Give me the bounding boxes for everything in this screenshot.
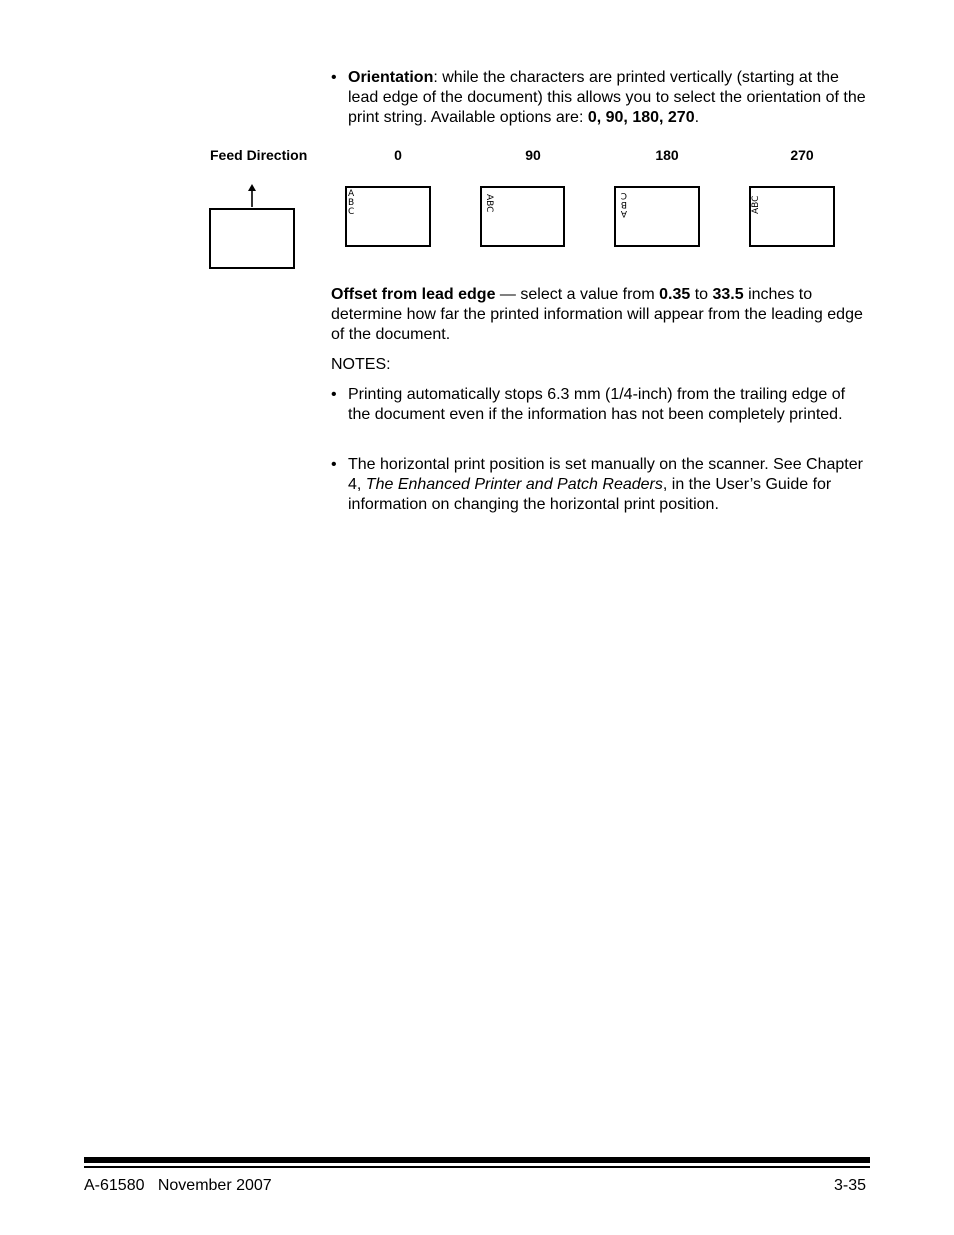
orientation-label-270: 270 [790, 147, 814, 163]
document-orientation-0 [345, 186, 431, 247]
orientation-options: 0, 90, 180, 270 [587, 109, 695, 126]
print-sample-90: ABC [484, 194, 494, 213]
orientation-label-180: 180 [655, 147, 679, 163]
print-sample-180 [617, 190, 627, 217]
document-orientation-180 [614, 186, 700, 247]
orientation-term: Orientation [348, 69, 434, 86]
print-sample-270: ABC [751, 195, 761, 214]
note-text: The horizontal print position is set manually on the scanner. See Chapter 4, The Enhanced Printer and Patch Readers, in the User’s Guide for information on changing the horizontal print position. [348, 456, 863, 513]
document-orientation-270 [749, 186, 835, 247]
orientation-text: Orientation: while the characters are printed vertically (starting at the lead edge of the document) this allows you to select the orientation of the print string. Available options are: 0, 90, 180, 270. [348, 69, 866, 126]
print-sample-char: C [348, 207, 355, 217]
footer-doc-info [84, 1176, 272, 1196]
offset-max: 33.5 [712, 286, 744, 303]
page-number: 3-35 [833, 1177, 866, 1194]
print-sample-char: A [348, 189, 355, 199]
doc-date: November 2007 [157, 1177, 272, 1194]
doc-id: A-61580 [84, 1177, 145, 1194]
bullet: • [331, 456, 337, 473]
up-arrow-icon [244, 184, 260, 208]
orientation-label-90: 90 [525, 147, 541, 163]
print-sample-char: B [620, 199, 627, 209]
offset-min: 0.35 [659, 286, 691, 303]
print-sample-char: A [620, 208, 627, 218]
chapter-title: The Enhanced Printer and Patch Readers [365, 476, 663, 493]
feed-direction-label: Feed Direction [210, 147, 308, 163]
feed-document [209, 208, 295, 269]
bullet: • [331, 386, 337, 403]
note-text: Printing automatically stops 6.3 mm (1/4-inch) from the trailing edge of the document even if the information has not been completely printed. [348, 386, 846, 423]
offset-term: Offset from lead edge [331, 286, 496, 303]
notes-heading: NOTES: [331, 356, 391, 373]
orientation-label-0: 0 [394, 147, 402, 163]
print-sample-0 [348, 190, 358, 217]
footer-rule [84, 1157, 870, 1163]
print-sample-char: C [620, 190, 627, 200]
print-sample-char: B [348, 198, 355, 208]
footer-rule-thin [84, 1166, 870, 1168]
offset-paragraph: Offset from lead edge — select a value from 0.35 to 33.5 inches to determine how far the printed information will appear from the leading edge of the document. [331, 286, 863, 343]
document-orientation-90 [480, 186, 565, 247]
bullet: • [331, 69, 337, 86]
